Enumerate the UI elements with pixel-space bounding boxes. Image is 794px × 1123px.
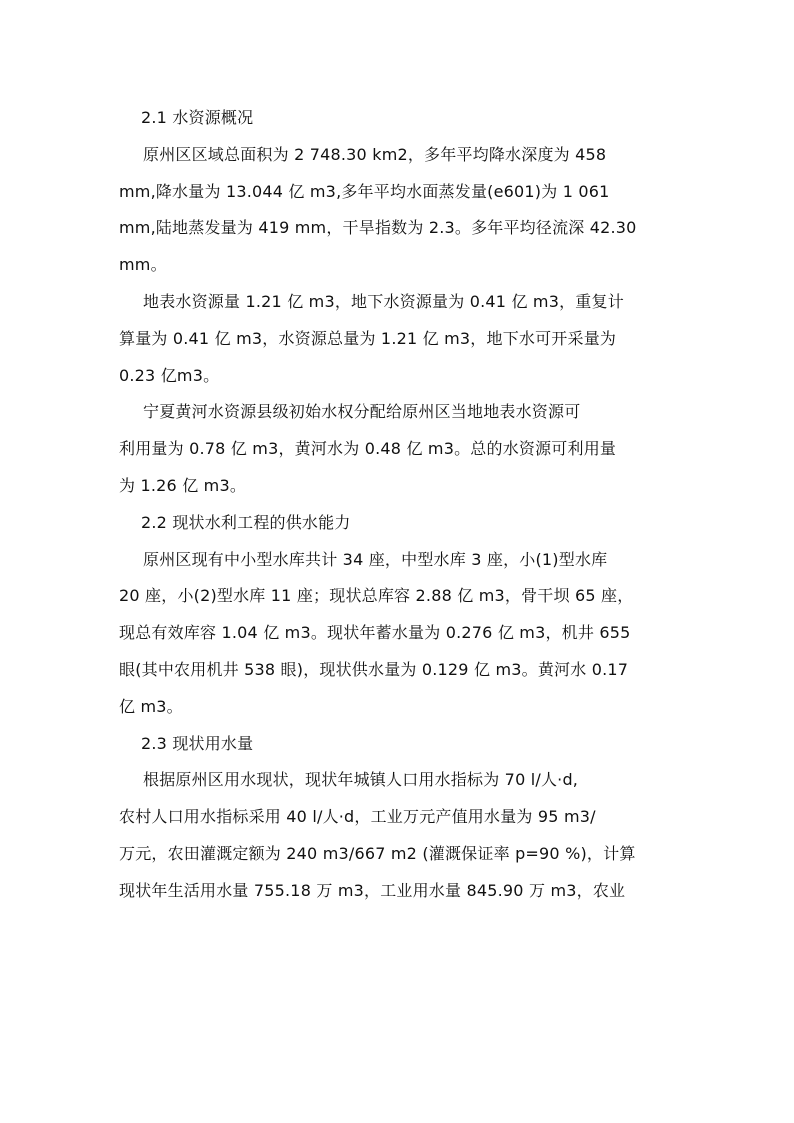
paragraph-line: 20 座，小(2)型水库 11 座；现状总库容 2.88 亿 m3，骨干坝 65 座， [119, 586, 634, 606]
paragraph-line: 宁夏黄河水资源县级初始水权分配给原州区当地地表水资源可 [143, 402, 581, 422]
paragraph-line: 算量为 0.41 亿 m3，水资源总量为 1.21 亿 m3，地下水可开采量为 [119, 328, 617, 348]
paragraph-line: 现状年生活用水量 755.18 万 m3，工业用水量 845.90 万 m3，农业 [119, 880, 626, 900]
section-heading-2-2: 2.2 现状水利工程的供水能力 [141, 512, 351, 532]
paragraph-line: mm,陆地蒸发量为 419 mm，干旱指数为 2.3。多年平均径流深 42.30 [119, 218, 637, 238]
paragraph-line: 亿 m3。 [119, 696, 183, 716]
paragraph-line: 0.23 亿m3。 [119, 365, 220, 385]
paragraph-line: 为 1.26 亿 m3。 [119, 475, 247, 495]
paragraph-line: 原州区区域总面积为 2 748.30 km2，多年平均降水深度为 458 [143, 144, 607, 164]
paragraph-line: 万元，农田灌溉定额为 240 m3/667 m2 (灌溉保证率 p=90 %)，计算 [119, 843, 636, 863]
section-heading-2-1: 2.1 水资源概况 [141, 108, 254, 127]
paragraph-line: mm,降水量为 13.044 亿 m3,多年平均水面蒸发量(e601)为 1 061 [119, 181, 610, 201]
paragraph-line: 根据原州区用水现状，现状年城镇人口用水指标为 70 l/人·d, [143, 770, 579, 790]
paragraph-line: 地表水资源量 1.21 亿 m3，地下水资源量为 0.41 亿 m3，重复计 [143, 291, 624, 311]
paragraph-line: 现总有效库容 1.04 亿 m3。现状年蓄水量为 0.276 亿 m3，机井 655 [119, 623, 631, 643]
paragraph-line: mm。 [119, 255, 167, 275]
document-body [119, 100, 679, 910]
paragraph-line: 农村人口用水指标采用 40 l/人·d，工业万元产值用水量为 95 m3/ [119, 807, 596, 827]
section-heading-2-3: 2.3 现状用水量 [141, 733, 254, 753]
paragraph-line: 原州区现有中小型水库共计 34 座，中型水库 3 座，小(1)型水库 [143, 549, 608, 569]
paragraph-line: 眼(其中农用机井 538 眼)，现状供水量为 0.129 亿 m3。黄河水 0.17 [119, 659, 629, 679]
paragraph-line: 利用量为 0.78 亿 m3，黄河水为 0.48 亿 m3。总的水资源可利用量 [119, 439, 617, 459]
